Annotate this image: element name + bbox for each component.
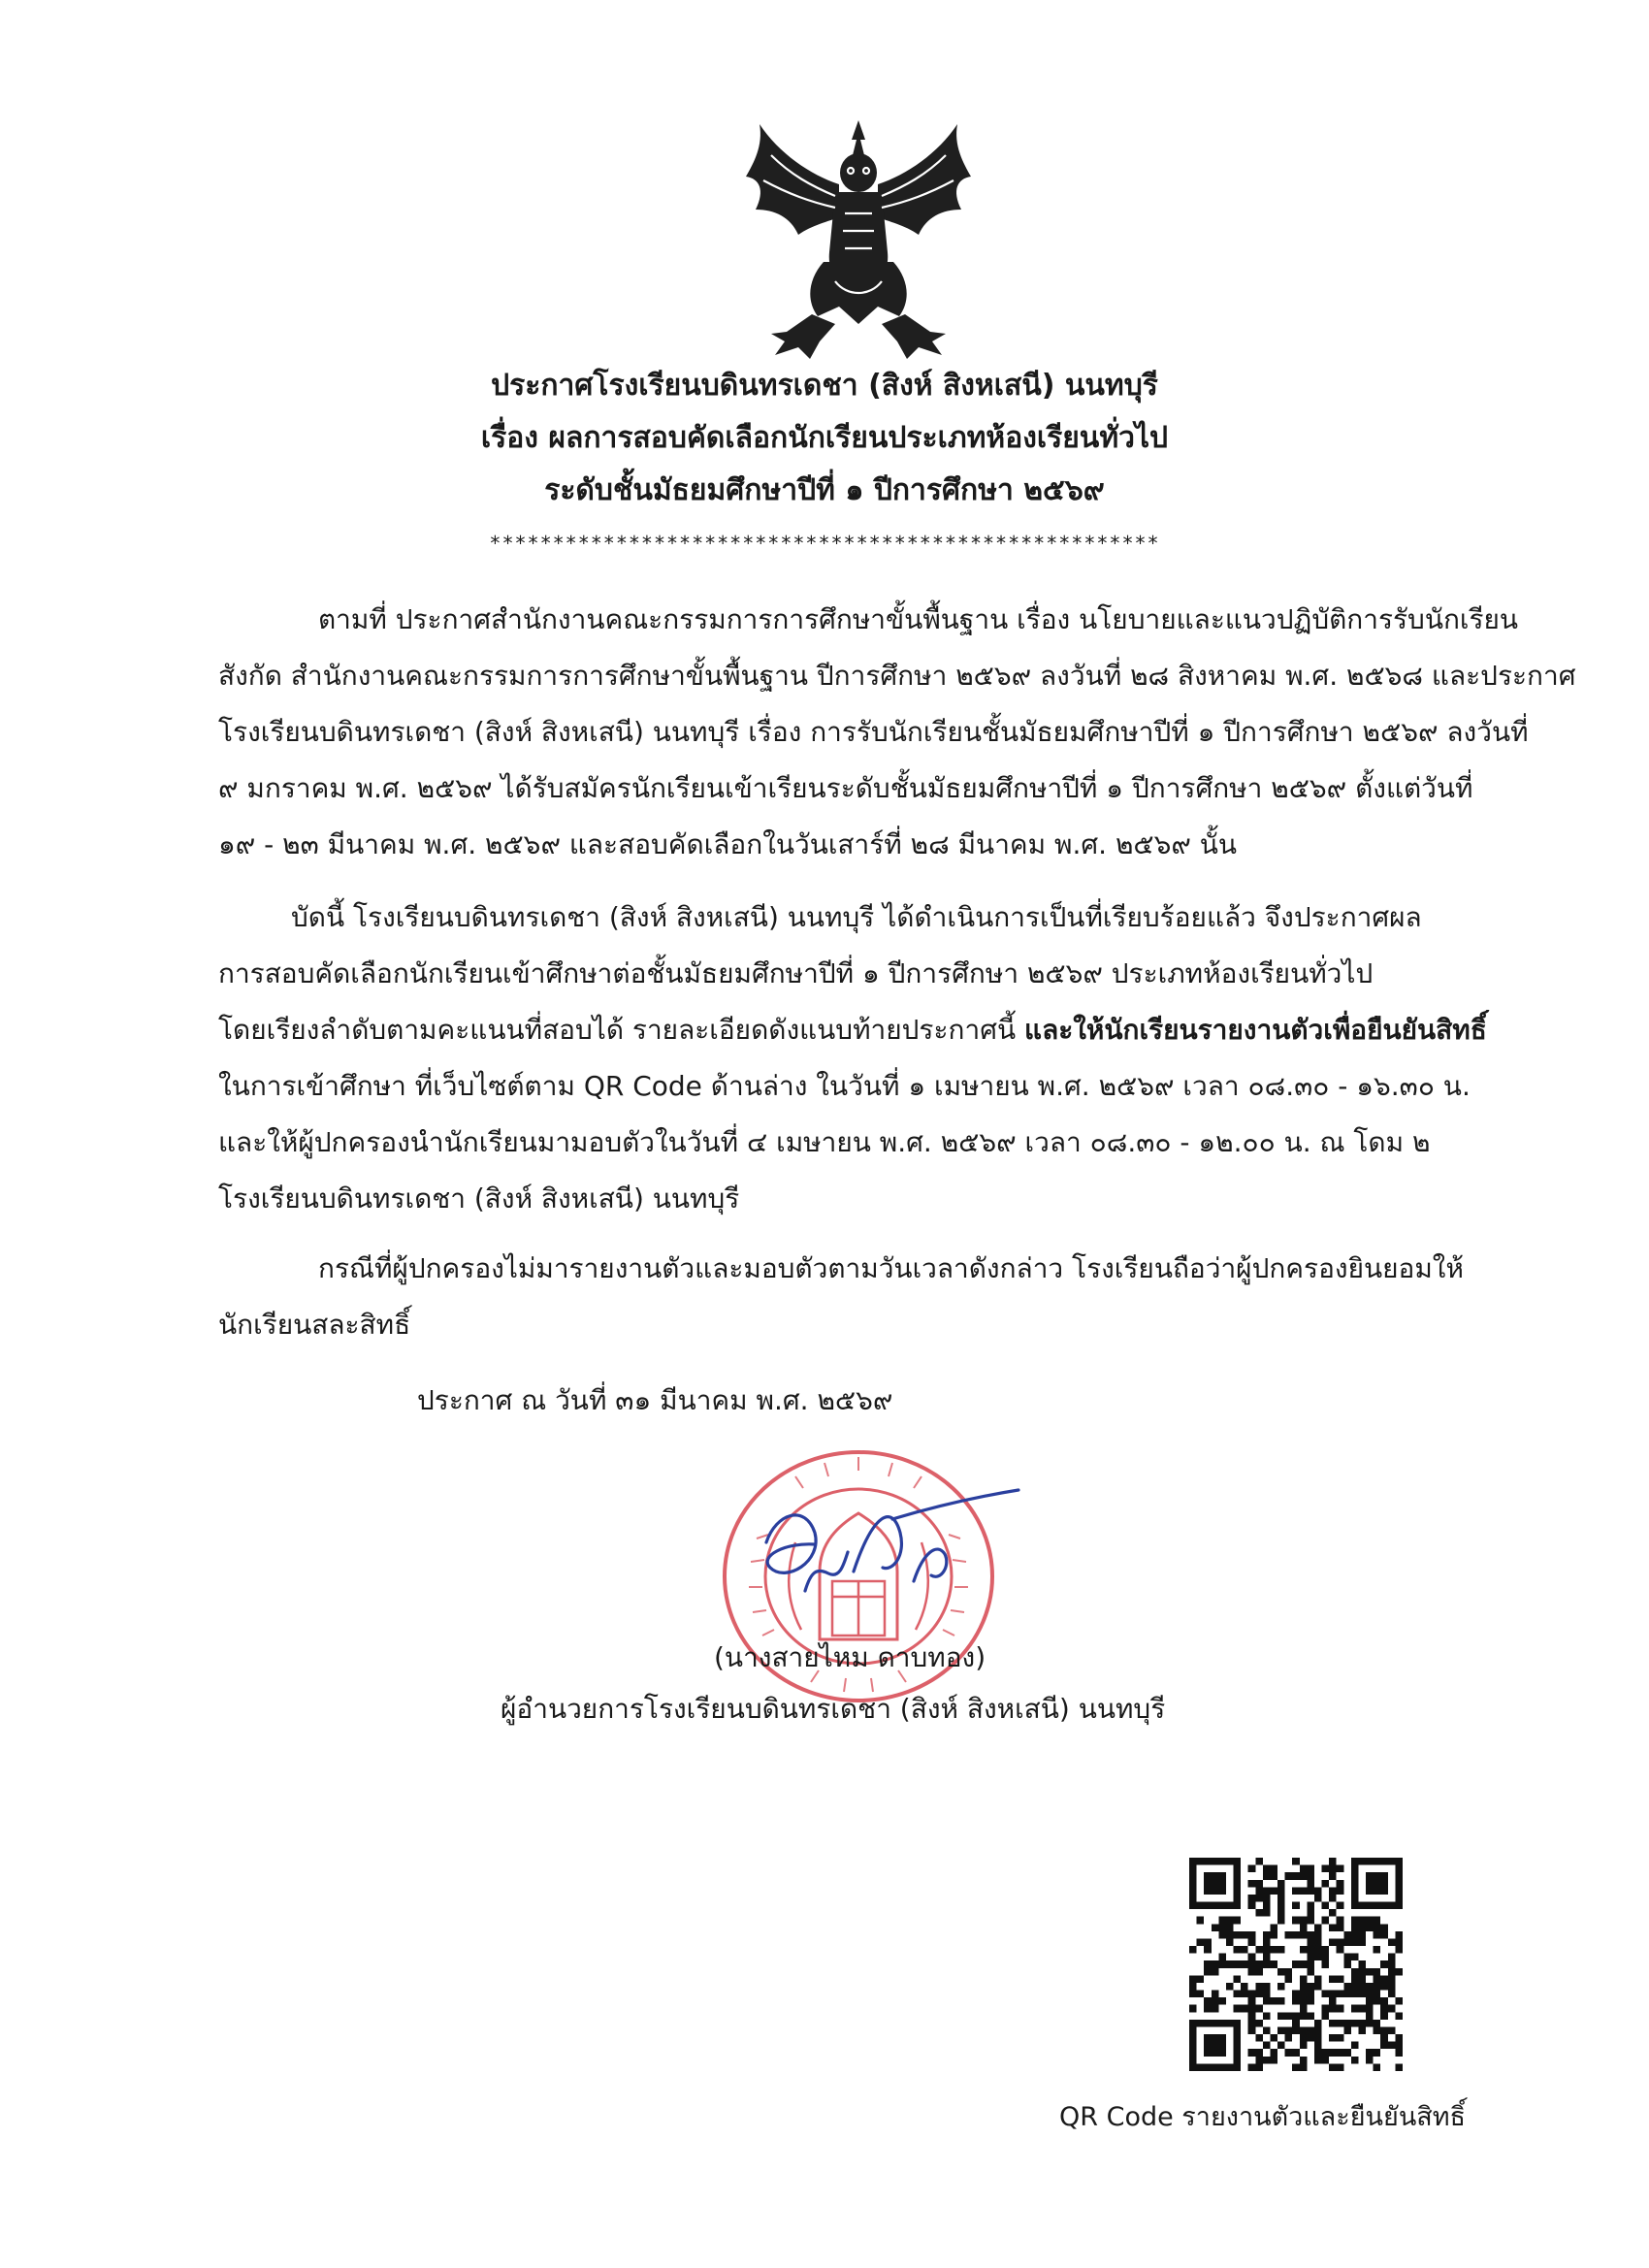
qr-code-icon[interactable] [1189,1858,1403,2071]
garuda-emblem-icon [742,116,975,364]
paragraph-line: ๑๙ - ๒๓ มีนาคม พ.ศ. ๒๕๖๙ และสอบคัดเลือกในวันเสาร์ที่ ๒๘ มีนาคม พ.ศ. ๒๕๖๙ นั้น [218,828,1238,860]
report-instruction-bold: และให้นักเรียนรายงานตัวเพื่อยืนยันสิทธิ์ [1024,1014,1487,1046]
announcement-subject: เรื่อง ผลการสอบคัดเลือกนักเรียนประเภทห้องเรียนทั่วไป [480,421,1169,455]
paragraph-line: บัดนี้ โรงเรียนบดินทรเดชา (สิงห์ สิงหเสนี) นนทบุรี ได้ดำเนินการเป็นที่เรียบร้อยแล้ว จึงประกาศผล [291,901,1422,933]
paragraph-line: ๙ มกราคม พ.ศ. ๒๕๖๙ ได้รับสมัครนักเรียนเข้าเรียนระดับชั้นมัธยมศึกษาปีที่ ๑ ปีการศึกษา ๒๕๖๙ ตั้งแต่วันที่ [218,772,1473,804]
announcement-title: ประกาศโรงเรียนบดินทรเดชา (สิงห์ สิงหเสนี) นนทบุรี [491,369,1158,403]
paragraph-line: โรงเรียนบดินทรเดชา (สิงห์ สิงหเสนี) นนทบุรี [218,1183,740,1215]
paragraph-line [218,1002,1487,1058]
qr-caption: QR Code รายงานตัวและยืนยันสิทธิ์ [1059,2102,1467,2132]
paragraph-text: โดยเรียงลำดับตามคะแนนที่สอบได้ รายละเอียดดังแนบท้ายประกาศนี้ [218,1014,1025,1046]
paragraph-line: ตามที่ ประกาศสำนักงานคณะกรรมการการศึกษาขั้นพื้นฐาน เรื่อง นโยบายและแนวปฏิบัติการรับนักเรียน [318,603,1519,635]
paragraph-background [218,592,1576,873]
paragraph-results [218,890,1487,1227]
title-separator: ***************************************************** [489,532,1160,555]
paragraph-line: การสอบคัดเลือกนักเรียนเข้าศึกษาต่อชั้นมัธยมศึกษาปีที่ ๑ ปีการศึกษา ๒๕๖๙ ประเภทห้องเรียนทั่วไป [218,957,1374,989]
announcement-level: ระดับชั้นมัธยมศึกษาปีที่ ๑ ปีการศึกษา ๒๕๖๙ [544,473,1105,507]
paragraph-forfeit [218,1241,1478,1353]
paragraph-line: และให้ผู้ปกครองนำนักเรียนมามอบตัวในวันที่ ๔ เมษายน พ.ศ. ๒๕๖๙ เวลา ๐๘.๓๐ - ๑๒.๐๐ น. ณ โดม ๒ [218,1126,1431,1158]
paragraph-line: สังกัด สำนักงานคณะกรรมการการศึกษาขั้นพื้นฐาน ปีการศึกษา ๒๕๖๙ ลงวันที่ ๒๘ สิงหาคม พ.ศ. ๒๕๖๘ และประกาศ [218,660,1576,692]
paragraph-line: กรณีที่ผู้ปกครองไม่มารายงานตัวและมอบตัวตามวันเวลาดังกล่าว โรงเรียนถือว่าผู้ปกครองยินยอมให้ [318,1252,1464,1284]
signature-icon [747,1474,1028,1630]
signatory-position: ผู้อำนวยการโรงเรียนบดินทรเดชา (สิงห์ สิงหเสนี) นนทบุรี [501,1693,1166,1725]
signatory-name: (นางสายไหม ดาบทอง) [714,1641,986,1673]
paragraph-line: โรงเรียนบดินทรเดชา (สิงห์ สิงหเสนี) นนทบุรี เรื่อง การรับนักเรียนชั้นมัธยมศึกษาปีที่ ๑ ปีการศึกษา ๒๕๖๙ ลงวันที่ [218,716,1529,748]
paragraph-line: ในการเข้าศึกษา ที่เว็บไซต์ตาม QR Code ด้านล่าง ในวันที่ ๑ เมษายน พ.ศ. ๒๕๖๙ เวลา ๐๘.๓๐ - ๑๖.๓๐ น. [218,1070,1471,1102]
announcement-date: ประกาศ ณ วันที่ ๓๑ มีนาคม พ.ศ. ๒๕๖๙ [417,1384,893,1416]
paragraph-line: นักเรียนสละสิทธิ์ [218,1309,411,1341]
